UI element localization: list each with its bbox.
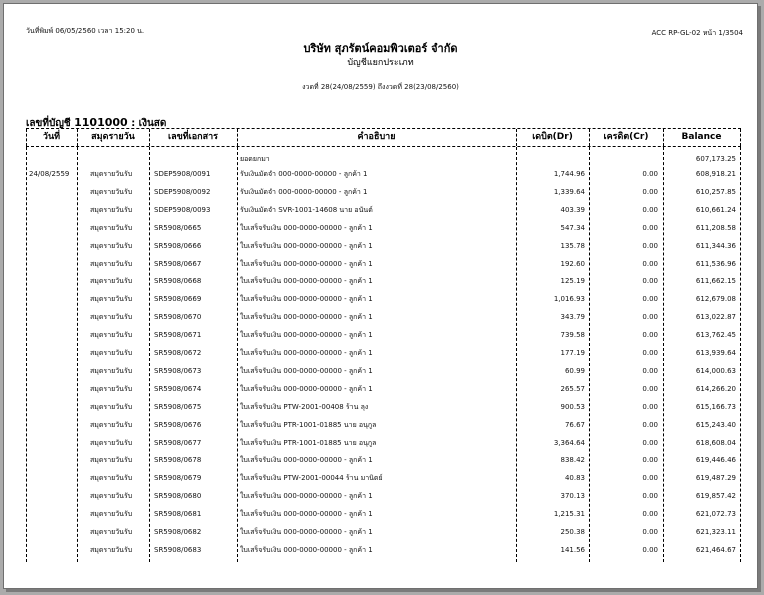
cell-debit: 343.79 xyxy=(560,313,585,322)
cell-date xyxy=(29,487,75,505)
cell-journal: สมุดรายวันรับ xyxy=(90,295,133,304)
cell-description: ใบเสร็จรับเงิน 000-0000-00000 - ลูกค้า 1 xyxy=(240,241,373,250)
cell-credit: 0.00 xyxy=(642,205,658,214)
cell-journal: สมุดรายวันรับ xyxy=(90,438,133,447)
cell-doc-no: SR5908/0682 xyxy=(154,528,202,536)
table-row xyxy=(26,398,741,416)
cell-credit: 0.00 xyxy=(642,528,658,536)
cell-journal: สมุดรายวันรับ xyxy=(90,241,133,250)
cell-doc-no: SR5908/0683 xyxy=(154,545,202,554)
cell-balance: 621,323.11 xyxy=(695,528,736,536)
cell-journal: สมุดรายวันรับ xyxy=(90,402,133,411)
col-date: วันที่ xyxy=(42,132,61,142)
cell-journal: สมุดรายวันรับ xyxy=(90,313,133,322)
table-row xyxy=(26,434,741,452)
col-credit: เครดิต(Cr) xyxy=(603,132,649,142)
cell-balance: 613,022.87 xyxy=(695,313,736,322)
cell-date xyxy=(29,416,75,434)
cell-debit: 135.78 xyxy=(560,241,585,250)
cell-doc-no: SR5908/0677 xyxy=(154,438,202,447)
cell-balance: 611,536.96 xyxy=(695,259,736,268)
table-row xyxy=(26,362,741,380)
cell-journal: สมุดรายวันรับ xyxy=(90,384,133,393)
cell-journal: สมุดรายวันรับ xyxy=(90,349,133,357)
cell-journal: สมุดรายวันรับ xyxy=(90,456,133,465)
table-row xyxy=(26,219,741,237)
cell-doc-no: SDEP5908/0091 xyxy=(154,170,211,178)
table-row xyxy=(26,308,741,326)
report-page xyxy=(3,3,758,589)
cell-credit: 0.00 xyxy=(642,492,658,501)
cell-doc-no: SR5908/0678 xyxy=(154,456,202,465)
cell-description: ใบเสร็จรับเงิน 000-0000-00000 - ลูกค้า 1 xyxy=(240,277,373,286)
col-balance: Balance xyxy=(681,132,722,142)
cell-description: ใบเสร็จรับเงิน 000-0000-00000 - ลูกค้า 1 xyxy=(240,528,373,536)
col-journal: สมุดรายวัน xyxy=(91,132,135,142)
cell-date xyxy=(29,272,75,290)
cell-balance: 610,661.24 xyxy=(695,205,736,214)
cell-balance: 618,608.04 xyxy=(695,438,736,447)
cell-doc-no: SR5908/0666 xyxy=(154,241,202,250)
print-info: วันที่พิมพ์ 06/05/2560 เวลา 15:20 น. xyxy=(26,27,145,35)
cell-debit: 1,215.31 xyxy=(553,510,585,519)
account-number: 1101000 xyxy=(74,116,128,129)
cell-debit: 1,744.96 xyxy=(553,170,585,178)
cell-credit: 0.00 xyxy=(642,170,658,178)
cell-date: 24/08/2559 xyxy=(29,170,70,178)
table-row xyxy=(26,469,741,487)
cell-debit: 547.34 xyxy=(560,223,585,232)
cell-balance: 621,072.73 xyxy=(695,510,736,519)
cell-balance: 612,679.08 xyxy=(695,295,736,304)
cell-date xyxy=(29,290,75,308)
cell-doc-no: SR5908/0668 xyxy=(154,277,202,286)
cell-doc-no: SDEP5908/0093 xyxy=(154,205,211,214)
cell-debit: 900.53 xyxy=(560,402,585,411)
cell-date xyxy=(29,541,75,559)
cell-balance: 613,939.64 xyxy=(695,349,736,357)
cell-credit: 0.00 xyxy=(642,545,658,554)
cell-description: ใบเสร็จรับเงิน 000-0000-00000 - ลูกค้า 1 xyxy=(240,510,373,519)
cell-credit: 0.00 xyxy=(642,366,658,375)
cell-description: ใบเสร็จรับเงิน PTW-2001-00044 ร้าน มานิตย์ xyxy=(240,474,383,483)
cell-debit: 838.42 xyxy=(560,456,585,465)
cell-description: ใบเสร็จรับเงิน 000-0000-00000 - ลูกค้า 1 xyxy=(240,545,373,554)
table-header xyxy=(26,128,741,147)
cell-doc-no: SR5908/0679 xyxy=(154,474,202,483)
cell-date xyxy=(29,326,75,344)
opening-balance: 607,173.25 xyxy=(695,155,736,163)
cell-date xyxy=(29,523,75,541)
cell-description: ใบเสร็จรับเงิน 000-0000-00000 - ลูกค้า 1 xyxy=(240,456,373,465)
cell-debit: 1,016.93 xyxy=(553,295,585,304)
cell-credit: 0.00 xyxy=(642,456,658,465)
cell-credit: 0.00 xyxy=(642,420,658,429)
cell-debit: 1,339.64 xyxy=(553,187,585,196)
cell-credit: 0.00 xyxy=(642,438,658,447)
cell-description: ใบเสร็จรับเงิน PTR-1001-01885 นาย อนุกูล xyxy=(240,438,377,447)
cell-debit: 177.19 xyxy=(560,349,585,357)
cell-credit: 0.00 xyxy=(642,331,658,340)
cell-journal: สมุดรายวันรับ xyxy=(90,187,133,196)
cell-date xyxy=(29,380,75,398)
cell-credit: 0.00 xyxy=(642,510,658,519)
table-row xyxy=(26,523,741,541)
opening-label: ยอดยกมา xyxy=(240,155,270,163)
cell-date xyxy=(29,469,75,487)
cell-credit: 0.00 xyxy=(642,313,658,322)
period-text: งวดที่ 28(24/08/2559) ถึงงวดที่ 28(23/08/2560) xyxy=(302,83,459,91)
cell-description: ใบเสร็จรับเงิน PTW-2001-00408 ร้าน ลุง xyxy=(240,402,369,411)
cell-journal: สมุดรายวันรับ xyxy=(90,259,133,268)
ledger-table xyxy=(26,128,741,562)
col-doc-no: เลขที่เอกสาร xyxy=(168,132,218,142)
cell-description: ใบเสร็จรับเงิน 000-0000-00000 - ลูกค้า 1 xyxy=(240,384,373,393)
cell-doc-no: SR5908/0671 xyxy=(154,331,202,340)
table-row xyxy=(26,255,741,273)
cell-journal: สมุดรายวันรับ xyxy=(90,223,133,232)
cell-doc-no: SR5908/0665 xyxy=(154,223,202,232)
cell-credit: 0.00 xyxy=(642,295,658,304)
report-title: บัญชีแยกประเภท xyxy=(347,58,414,68)
cell-date xyxy=(29,201,75,219)
cell-date xyxy=(29,255,75,273)
cell-debit: 141.56 xyxy=(560,545,585,554)
table-row xyxy=(26,451,741,469)
account-label: เลขที่บัญชี xyxy=(26,118,71,129)
cell-description: รับเงินมัดจำ SVR-1001-14608 นาย อนันต์ xyxy=(240,205,373,214)
cell-doc-no: SR5908/0669 xyxy=(154,295,202,304)
cell-doc-no: SR5908/0672 xyxy=(154,349,202,357)
cell-date xyxy=(29,362,75,380)
cell-description: รับเงินมัดจำ 000-0000-00000 - ลูกค้า 1 xyxy=(240,187,368,196)
cell-balance: 613,762.45 xyxy=(695,331,736,340)
cell-balance: 615,243.40 xyxy=(695,420,736,429)
cell-journal: สมุดรายวันรับ xyxy=(90,545,133,554)
cell-debit: 739.58 xyxy=(560,331,585,340)
cell-description: ใบเสร็จรับเงิน 000-0000-00000 - ลูกค้า 1 xyxy=(240,223,373,232)
cell-credit: 0.00 xyxy=(642,259,658,268)
table-row xyxy=(26,290,741,308)
cell-journal: สมุดรายวันรับ xyxy=(90,277,133,286)
cell-balance: 608,918.21 xyxy=(695,170,736,178)
cell-credit: 0.00 xyxy=(642,277,658,286)
cell-journal: สมุดรายวันรับ xyxy=(90,205,133,214)
cell-debit: 60.99 xyxy=(564,366,585,375)
table-row xyxy=(26,183,741,201)
cell-journal: สมุดรายวันรับ xyxy=(90,366,133,375)
cell-balance: 614,000.63 xyxy=(695,366,736,375)
cell-balance: 611,344.36 xyxy=(695,241,736,250)
cell-date xyxy=(29,183,75,201)
cell-date xyxy=(29,434,75,452)
cell-description: รับเงินมัดจำ 000-0000-00000 - ลูกค้า 1 xyxy=(240,170,368,178)
cell-credit: 0.00 xyxy=(642,223,658,232)
cell-doc-no: SR5908/0676 xyxy=(154,420,202,429)
col-debit: เดบิต(Dr) xyxy=(532,132,573,142)
cell-date xyxy=(29,505,75,523)
table-row xyxy=(26,165,741,183)
cell-doc-no: SR5908/0675 xyxy=(154,402,202,411)
cell-description: ใบเสร็จรับเงิน 000-0000-00000 - ลูกค้า 1 xyxy=(240,366,373,375)
cell-balance: 611,208.58 xyxy=(695,223,736,232)
cell-date xyxy=(29,308,75,326)
cell-credit: 0.00 xyxy=(642,349,658,357)
cell-description: ใบเสร็จรับเงิน 000-0000-00000 - ลูกค้า 1 xyxy=(240,313,373,322)
table-body xyxy=(26,147,741,562)
cell-debit: 3,364.64 xyxy=(553,438,585,447)
cell-debit: 40.83 xyxy=(564,474,585,483)
table-row xyxy=(26,416,741,434)
cell-debit: 370.13 xyxy=(560,492,585,501)
cell-journal: สมุดรายวันรับ xyxy=(90,510,133,519)
cell-balance: 610,257.85 xyxy=(695,187,736,196)
cell-doc-no: SR5908/0680 xyxy=(154,492,202,501)
cell-credit: 0.00 xyxy=(642,187,658,196)
col-description: คำอธิบาย xyxy=(357,132,396,142)
cell-description: ใบเสร็จรับเงิน 000-0000-00000 - ลูกค้า 1 xyxy=(240,259,373,268)
cell-balance: 619,446.46 xyxy=(695,456,736,465)
table-row xyxy=(26,344,741,362)
cell-journal: สมุดรายวันรับ xyxy=(90,331,133,340)
cell-journal: สมุดรายวันรับ xyxy=(90,170,133,178)
cell-doc-no: SR5908/0673 xyxy=(154,366,202,375)
cell-journal: สมุดรายวันรับ xyxy=(90,528,133,536)
table-row xyxy=(26,326,741,344)
cell-credit: 0.00 xyxy=(642,241,658,250)
cell-description: ใบเสร็จรับเงิน 000-0000-00000 - ลูกค้า 1 xyxy=(240,492,373,501)
cell-description: ใบเสร็จรับเงิน 000-0000-00000 - ลูกค้า 1 xyxy=(240,349,373,357)
company-name: บริษัท สุภรัตน์คอมพิวเตอร์ จำกัด xyxy=(303,42,458,55)
cell-doc-no: SR5908/0674 xyxy=(154,384,202,393)
cell-credit: 0.00 xyxy=(642,384,658,393)
cell-balance: 611,662.15 xyxy=(695,277,736,286)
page-info: ACC RP-GL-02 หน้า 1/3504 xyxy=(651,29,743,37)
cell-date xyxy=(29,344,75,362)
cell-date xyxy=(29,398,75,416)
cell-date xyxy=(29,451,75,469)
cell-balance: 619,487.29 xyxy=(695,474,736,483)
table-row xyxy=(26,201,741,219)
cell-balance: 615,166.73 xyxy=(695,402,736,411)
cell-debit: 192.60 xyxy=(560,259,585,268)
cell-debit: 265.57 xyxy=(560,384,585,393)
table-row xyxy=(26,487,741,505)
cell-debit: 125.19 xyxy=(560,277,585,286)
table-row xyxy=(26,380,741,398)
cell-description: ใบเสร็จรับเงิน 000-0000-00000 - ลูกค้า 1 xyxy=(240,331,373,340)
cell-doc-no: SR5908/0667 xyxy=(154,259,202,268)
cell-doc-no: SDEP5908/0092 xyxy=(154,187,211,196)
cell-credit: 0.00 xyxy=(642,474,658,483)
cell-journal: สมุดรายวันรับ xyxy=(90,492,133,501)
cell-debit: 76.67 xyxy=(564,420,585,429)
cell-date xyxy=(29,237,75,255)
cell-date xyxy=(29,219,75,237)
cell-journal: สมุดรายวันรับ xyxy=(90,420,133,429)
cell-doc-no: SR5908/0681 xyxy=(154,510,202,519)
cell-doc-no: SR5908/0670 xyxy=(154,313,202,322)
account-name: : เงินสด xyxy=(131,118,167,129)
cell-balance: 619,857.42 xyxy=(695,492,736,501)
cell-balance: 621,464.67 xyxy=(695,545,736,554)
opening-row xyxy=(26,153,741,165)
cell-balance: 614,266.20 xyxy=(695,384,736,393)
cell-description: ใบเสร็จรับเงิน PTR-1001-01885 นาย อนุกูล xyxy=(240,420,377,429)
table-row xyxy=(26,505,741,523)
cell-debit: 403.39 xyxy=(560,205,585,214)
table-row xyxy=(26,272,741,290)
cell-debit: 250.38 xyxy=(560,528,585,536)
cell-description: ใบเสร็จรับเงิน 000-0000-00000 - ลูกค้า 1 xyxy=(240,295,373,304)
cell-journal: สมุดรายวันรับ xyxy=(90,474,133,483)
table-row xyxy=(26,237,741,255)
cell-credit: 0.00 xyxy=(642,402,658,411)
table-row xyxy=(26,541,741,559)
